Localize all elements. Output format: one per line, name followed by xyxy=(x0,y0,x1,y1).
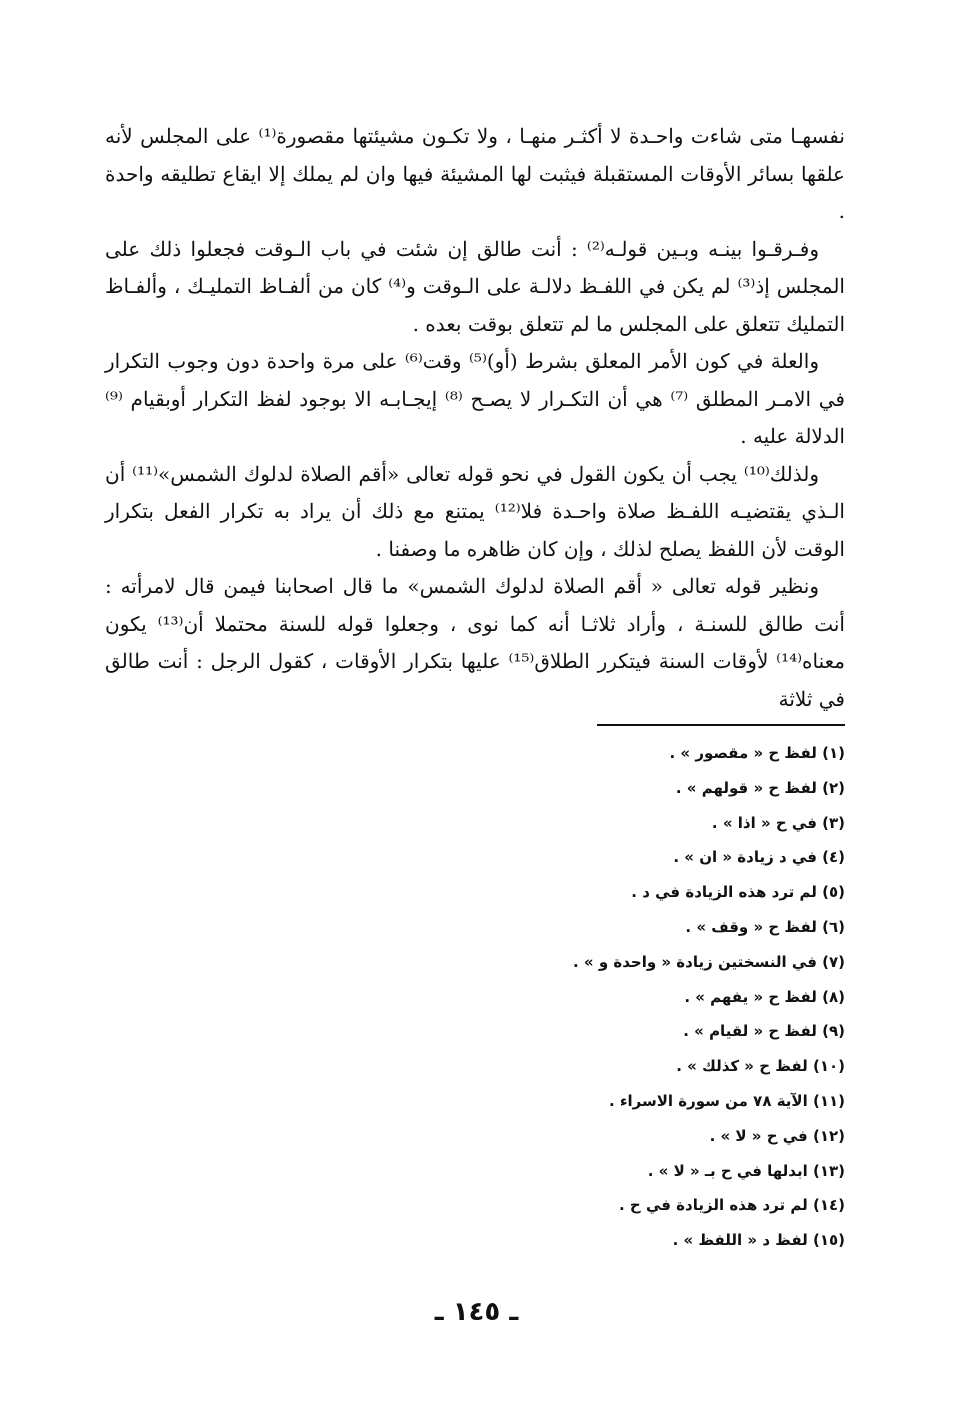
footnote-item: (١٢) في ح « لا » . xyxy=(709,1126,845,1145)
footnote-item: (١) لفظ ح « مقصور » . xyxy=(669,744,845,762)
paragraph: ولذلك⁽¹⁰⁾ يجب أن يكون القول في نحو قوله تعالى «أقم الصلاة لدلوك الشمس»⁽¹¹⁾ أن الـذي يقتضيـه اللفـظ صلاة واحـدة فلا⁽¹²⁾ يمتنع مع ذلك أن يراد به تكرار الفعل بتكرار الوقت لأن اللفظ يصلح لذلك ، وإن كان ظاهره ما وصفنا . xyxy=(105,461,845,561)
footnote-item: (٤) في د زيادة « ان » . xyxy=(673,848,845,867)
paragraph: وفـرقـوا بينـه وبـين قولـه⁽²⁾ : أنت طالق إن شئت في باب الـوقت فجعلوا ذلك على المجلس إذ⁽³⁾ لم يكن في اللفـظ دلالـة على الـوقت و⁽⁴⁾ كان من ألفـاظ التمليـك ، وألفـاظ التمليك تتعلق على المجلس ما لم تتعلق بوقت بعده . xyxy=(105,236,845,336)
footnote-item: (٣) في ح « اذا » . xyxy=(711,813,845,832)
paragraph: نفسهـا متى شاءت واحـدة لا أكثـر منهـا ، ولا تكـون مشيئتها مقصورة⁽¹⁾ على المجلس لأنه علقها بسائر الأوقات المستقبلة فيثبت لها المشيئة فيها وان لم يملك إلا ايقاع تطليقه واحدة . xyxy=(105,124,845,223)
main-text xyxy=(105,118,845,718)
page-number: ـ ١٤٥ ـ xyxy=(434,1297,519,1327)
footnote-item: (١٣) ابدلها في ح بـ « لا » . xyxy=(647,1161,845,1180)
footnote-divider xyxy=(597,724,845,726)
paragraph: ونظير قوله تعالى « أقم الصلاة لدلوك الشمس» ما قال اصحابنا فيمن قال لامرأته : أنت طالق للسنـة ، وأراد ثلاثـا أنه كما نوى ، وجعلوا قوله للسنة محتملا أن⁽¹³⁾ يكون معناه⁽¹⁴⁾ لأوقات السنة فيتكرر الطلاق⁽¹⁵⁾ عليها بتكرار الأوقات ، كقول الرجل : أنت طالق في ثلاثة xyxy=(105,574,845,711)
footnote-item: (١٤) لم ترد هذه الزيادة في ح . xyxy=(619,1196,845,1215)
footnote-item: (١١) الآية ٧٨ من سورة الاسراء . xyxy=(608,1091,845,1110)
footnote-item: (٢) لفظ ح « قولهم » . xyxy=(675,778,845,797)
footnote-item: (١٠) لفظ ح « كذلك » . xyxy=(676,1057,845,1076)
footnote-item: (٨) لفظ ح « يفهم » . xyxy=(684,987,845,1006)
footnote-item: (٦) لفظ ح « وقف » . xyxy=(685,917,845,936)
footnote-item: (٩) لفظ ح « لقيام » . xyxy=(683,1022,845,1041)
footnote-item: (٥) لم ترد هذه الزيادة في د . xyxy=(631,883,845,902)
paragraph: والعلة في كون الأمر المعلق بشرط (أو)⁽⁵⁾ وقت⁽⁶⁾ على مرة واحدة دون وجوب التكرار في الامـر المطلق ⁽⁷⁾ هي أن التكـرار لا يصـح ⁽⁸⁾ إيجـابـه الا بوجود لفظ التكرار أوبقيام ⁽⁹⁾ الدلالة عليه . xyxy=(105,349,845,448)
footnote-item: (٧) في النسختين زيادة « واحدة و » . xyxy=(572,952,845,971)
footnotes-list xyxy=(573,736,845,1258)
footnote-item: (١٥) لفظ د « اللفظ » . xyxy=(672,1231,845,1250)
